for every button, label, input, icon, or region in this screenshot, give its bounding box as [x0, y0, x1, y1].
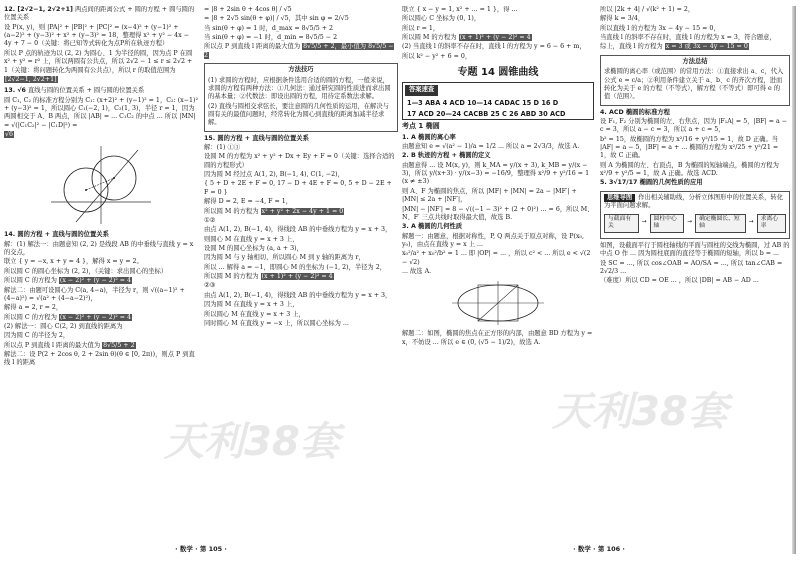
r-col1-line-3: 所以圆 M 的方程为: [402, 34, 457, 42]
q15-answer-2: (x + 1)² + (y − 2)² = 4: [261, 273, 333, 281]
r-col1-line-2: 所以 r = 1，: [402, 24, 440, 32]
q14-head: 14. 圆的方程 + 直线与圆的位置关系: [4, 231, 109, 239]
q15-line2-4: 因为圆 M 与 y 轴相切，所以圆心 M 到 y 轴的距离为 r，: [204, 254, 365, 262]
q15-line2-1: 由点 A(1, 2), B(−1, 4)，得线段 AB 的中垂线方程为 y = x + 3，: [204, 226, 392, 234]
left-page-footer: · 数学 · 第 105 ·: [175, 545, 227, 554]
r-col2-line-1: 解得 k = 3/4，: [600, 15, 645, 23]
q14-answer-3: 8√5/5 + 2: [103, 341, 135, 349]
q14-block: [4, 231, 198, 239]
answer-key-row: 1—3 ABA 4 ACD 10—14 CADAC 15 D 16 D: [407, 98, 559, 107]
q15-line-2: 因为圆 M 经过点 A(1, 2), B(−1, 4), C(1, −2)，: [204, 171, 344, 179]
r-col2-answer-top: x = 3 或 3x − 4y − 15 = 0: [665, 43, 748, 51]
q15-line2-2: 则圆心 M 在直线 y = x + 3 上，: [204, 235, 299, 243]
knowledge-point-1: 考点 1 椭圆: [402, 122, 440, 131]
r-col1-line-1: 所以圆心 C 坐标为 (0, 1)，: [402, 15, 481, 23]
r-q3-line-2: ... 故选 A.: [402, 268, 432, 276]
page-edge: [792, 6, 796, 554]
q15-line-1: 设圆 M 的方程为 x² + y² + Dx + Ey + F = 0（关键：选择合适的圆的方程形式）: [204, 153, 395, 169]
r-col1-line-0: 联立 { x − y = 1, x² + ... = 1 }，得 ...: [402, 6, 518, 13]
circle-intersection-figure: [46, 142, 156, 228]
r-q4-line-0: 设 F₁, F₂ 分别为椭圆的左、右焦点，因为 |F₁A| = 5，|BF| = a − c = 3，所以 a − c = 3，所以 a + c = 5，: [600, 117, 788, 134]
q14-line2-1: 解得 a = 2, r = 2，: [4, 304, 63, 312]
col2-line-4: 所以点 P 到直线 l 距离的最大值为: [204, 43, 301, 51]
method-summary-text: 求椭圆的离心率（或范围）的常用方法：①直接求出 a、c，代入公式 e = c/a；②利用条件建立关于 a、b、c 的齐次方程，进而转化为关于 e 的方程（不等式），解方程（不等式）即可得 e 的值（范围）。: [604, 68, 784, 101]
flow-node: 与截面有关: [604, 214, 639, 233]
q12-head: 12. [2√2−1, 2√2+1]: [4, 6, 73, 13]
q15-line-0: 解：(1) ①③: [204, 144, 241, 152]
method-tips-box: [204, 63, 398, 132]
method-summary-title: 方法总结: [682, 57, 708, 65]
q12-line-1: 设 P(x, y)，则 |PA|² + |PB|² + |PC|² = (x−4)² + (y−1)² + (a−2)² + (y−3)² + x² + (y−3)² = 18，整理得 x² + y² − 4x − 4y + 7 − 0（关键：将已知等式转化为点P所在轨迹方程）: [4, 23, 189, 48]
q14-line-1: 联立 { y = −x, x + y = 4 }，解得 x = y = 2。: [4, 258, 143, 266]
r-q2-line-1: 则 A、F 为椭圆的焦点，所以 |MF| + |MN| = 2a − |MF′| + |MN| ≤ 2a + |NF′|，: [402, 187, 577, 204]
q14-answer-1: (x − 2)² + (y − 2)² = 4: [59, 277, 132, 285]
watermark-logo: 天利38套: [164, 419, 340, 465]
q14-line2-0: 解法二：由题可设圆心为 C(a, 4−a)，半径为 r，则 √((a−1)² + (4−a)²) = √(a² + (4−a−2)²)，: [4, 286, 185, 302]
ellipse-square-figure: [448, 279, 548, 327]
q15-line3-2: 因为圆 M 在直线 y = x + 3 上，: [204, 301, 299, 309]
q15-line-5: 所以圆 M 的方程为: [204, 207, 259, 215]
r-q1-head: 1. A 椭圆的离心率: [402, 133, 456, 141]
q15-line2-6: 所以圆 M 的方程为: [204, 273, 259, 281]
q14-line3-0: (2) 解法一：圆心 C(2, 2) 到直线的距离为: [4, 322, 123, 330]
r-col1-mid-1: 所以 k² − y² + 6 = 0，: [402, 52, 472, 60]
q13-answer: √6: [5, 131, 14, 139]
r-q5-line-1: 设 SC = ..., 所以 cos∠OAB = AO/SA = ..., 所以 tan∠CAB = 2√2/3 ...: [600, 259, 783, 276]
watermark-logo: 天利38套: [552, 389, 728, 435]
arrow-right-icon: →: [641, 219, 647, 226]
thinking-map-box: [600, 191, 790, 239]
r-q3-line-1: x₀²/a² + x₀²/b² = 1 ... 即 |OP| = ... ，所以 c² < ... 所以 e < √(2 − √2): [402, 250, 591, 266]
answer-key-row: 17 ACD 20—24 CACBB 25 C 26 ABD 30 ACD: [407, 109, 566, 118]
r-q2-line-0: 由题意得 ... 设 M(x, y)，则 k_MA = y/(x + 3), k_MB = y/(x − 3)，所以 y/(x+3) · y/(x−3) = −16/9，整理得 x²/9 + y²/16 = 1 (x ≠ ±3): [402, 161, 590, 186]
arrow-right-icon: →: [687, 219, 693, 226]
method-tips-title: 方法技巧: [288, 66, 314, 74]
right-column-1: [402, 6, 594, 540]
flow-node: 确定椭圆长、短轴: [695, 214, 746, 233]
col2-line-3: 当 sin(θ + φ) = −1 时，d_min = 8√5/5 − 2: [204, 34, 338, 42]
q15-line-4: 解得 D = 2, E = −4, F = 1，: [204, 198, 293, 206]
q12-line-2: 所以 P 点的轨迹为以 (2, 2) 为圆心、1 为半径的圆，因为点 P 在圆 x² + y² = r² 上，所以两圆有公共点，所以 2√2 − 1 ≤ r ≤ 2√2 + 1（关键：将问题转化为两圆有公共点），所以 r 的取值范围为: [4, 49, 193, 74]
flow-node: 求离心率: [757, 214, 786, 233]
left-page: [4, 6, 398, 554]
q13-line-1: 圆 C₁, C₂ 的标准方程分别为 C₁: (x+2)² + (y−1)² = 1，C₂: (x−1)² + (y−3)² = 1，所以圆心 C₁(−2, 1)，C₂(1, 3)，半径 r = 1，因为两圆相交于 A、B 两点，所以 |AB| = ... C₁C₂ 的中点 ... 所以 |MN| = √(|C₁C₂|² − |C₁D|²) =: [4, 96, 198, 129]
col2-answer-top: 8√5/5 + 2，最小值为 8√5/5 − 2: [204, 43, 394, 59]
r-q4-head: 4. ACD 椭圆的标准方程: [600, 108, 670, 116]
q14-line-3: 所以圆 C 的方程为: [4, 277, 57, 285]
right-column-2: [600, 6, 790, 540]
r-q3-line-3: 解题二：如图，椭圆的焦点在正方形的内部，由题意 BD 方程为 y = x，不妨设 ... 所以 e ∈ (0, (√5 − 1)/2)，故选 A.: [402, 330, 593, 346]
q14-answer-2: (x − 2)² + (y − 2)² = 4: [59, 313, 132, 321]
answer-key-label: 答案速查: [405, 85, 438, 95]
r-col2-line-2: 所以直线 l 的方程为 3x − 4y − 15 = 0，: [600, 24, 720, 32]
q15-answer-1: x² + y² + 2x − 4y + 1 = 0: [261, 207, 344, 215]
method-tips-item-1: (2) 直线与圆相交求弦长，要注意圆的几何性质的运用，在解决与圆有关的最值问题时，经常转化为圆心到直线的距离加减半径求解。: [208, 102, 389, 127]
r-q2-head: 2. B 轨迹的方程 + 椭圆的定义: [402, 152, 491, 160]
flow-node: 圆柱中心轴: [650, 214, 685, 233]
r-col1-answer-top: (x + 1)² + (y − 2)² = 4: [459, 34, 531, 42]
q15-line3-0: ②③: [204, 282, 216, 290]
q14-line-2: 所以圆 C 的圆心坐标为 (2, 2)，（关键：求出圆心的坐标）: [4, 267, 168, 275]
r-col2-line-0: 所以 |2k + 4| / √(k² + 1) = 2，: [600, 6, 695, 13]
r-q3-head: 3. A 椭圆的几何性质: [402, 223, 463, 231]
q14-line3-3: 解法二：设 P(2 + 2cos θ, 2 + 2sin θ)(θ ∈ [0, 2π))，则点 P 到直线 l 的距离: [4, 351, 195, 367]
r-q3-line-0: 解题一：由题意，根据对称性，P, Q 两点关于原点对称，设 P(x₀, y₀)，由点在直线 y = x 上 ...: [402, 232, 585, 248]
q13-block: [4, 87, 198, 95]
q12-answer: [2√2−1, 2√2+1]: [5, 75, 57, 83]
q14-line3-1: 因为圆 C 的半径为 2，: [4, 332, 70, 340]
right-page-footer: · 数学 · 第 106 ·: [573, 545, 625, 554]
thinking-map-label: 思维导图: [604, 194, 635, 202]
r-col1-mid-0: (2) 当直线 l 的斜率不存在时，直线 l 的方程为 y = 6 − 6 + m，: [402, 43, 586, 51]
r-col2-line-4: 综上，直线 l 的方程为: [600, 43, 663, 51]
q12-line-0: 两点间的距离公式 + 圆的方程 + 圆与圆的位置关系: [4, 6, 195, 22]
q15-head: 15. 圆的方程 + 直线与圆的位置关系: [204, 134, 309, 142]
q14-line2-2: 所以圆 C 的方程为: [4, 313, 57, 321]
method-tips-item-0: (1) 求圆的方程时，应根据条件选用合适的圆的方程，一般来说，求圆的方程有两种方法：①几何法：通过研究圆的性质进而求出圆的基本量；②代数法：即设出圆的方程，用待定系数法求解。: [208, 76, 391, 101]
thinking-map-text: 作出相关辅助线，分析立体图形中的位置关系，转化为平面问题求解。: [604, 193, 784, 210]
right-page: [402, 6, 796, 554]
q15-line-3: { 5 + D + 2E + F = 0, 17 − D + 4E + F = 0, 5 + D − 2E + F = 0 }: [204, 180, 392, 196]
r-q5-line-2: （难度）所以 CD = OE ... ，所以 |DB| = AB − AD ...: [600, 277, 759, 285]
q15-line3-1: 由点 A(1, 2), B(−1, 4)，得线段 AB 的中垂线方程为 y = x + 3，: [204, 291, 392, 299]
q14-line-0: 解：(1) 解法一：由题意知 (2, 2) 是线段 AB 的中垂线与直线 y = x 的交点，: [4, 240, 194, 257]
col2-line-0: = |8 + 2sin θ + 4cos θ| / √5: [204, 6, 292, 13]
q15-line2-3: 设圆 M 的圆心坐标为 (a, a + 3)，: [204, 244, 303, 252]
arrow-right-icon: →: [748, 219, 754, 226]
r-q4-line-2: 则 A 为椭圆的左、右顶点，B 为椭圆的短轴端点，椭圆的方程为 x²/9 + y²/5 = 1，故 A 正确。故选 ACD.: [600, 161, 779, 178]
left-column-2: [204, 6, 398, 540]
answer-key-box: [402, 82, 594, 120]
q13-head: 13. √6: [4, 87, 26, 95]
r-q1-line-0: 由题意知 e = √(a² − 1)/a = 1/2 ... 所以 a = 2√3/3，故选 A.: [402, 143, 580, 150]
r-q5-head: 5. 3√17/17 椭圆的几何性质的应用: [600, 179, 703, 187]
left-column-1: [4, 6, 198, 540]
q15-line3-4: 同时圆心 M 在直线 y = −x 上，所以圆心坐标为 ...: [204, 319, 349, 327]
q15-block: [204, 135, 398, 143]
r-q5-line-0: 如图，设截面平行于圆柱轴线的平面与圆柱的交线为椭圆，过 AB 的中点 O 作 ... 因为圆柱底面的直径等于椭圆的短轴，所以 b = ...: [600, 241, 790, 258]
col2-line-2: 当 sin(θ + φ) = 1 时，d_max = 8√5/5 + 2: [204, 24, 334, 32]
topic-title: 专题 14 圆锥曲线: [457, 67, 539, 79]
r-col2-line-3: 当直线 l 的斜率不存在时，直线 l 的方程为 x = 3，符合题意，: [600, 34, 776, 42]
r-q2-line-2: |MN| − |NF′| = 8 − √((−1 − 3)² + (2 + 0)²) ... = 6，所以 M、N、F′ 三点共线时取得最大值，故选 B.: [402, 205, 594, 221]
q15-line2-0: ①②: [204, 216, 216, 224]
thinking-flow: [604, 214, 786, 233]
q15-line2-5: 所以 ... 解得 a = −1，即圆心 M 的坐标为 (−1, 2)，半径为 2，: [204, 263, 387, 271]
q12-block: [4, 6, 198, 23]
q14-line3-2: 所以点 P 到直线 l 距离的最大值为: [4, 341, 101, 349]
r-q4-line-1: b² = 15，故椭圆的方程为 x²/16 + y²/15 = 1，故 D 正确。当 |AF| = a − 5，|BF| = a + ... 椭圆的方程为 x²/25 + y²/21 = 1，故 C 正确。: [600, 135, 779, 160]
col2-line-1: = |8 + 2√5 sin(θ + φ)| / √5，其中 sin φ = 2/√5: [204, 15, 349, 23]
method-summary-box: [600, 55, 790, 106]
q13-line-0: 直线与圆的位置关系 + 圆与圆的位置关系: [27, 87, 145, 95]
q15-line3-3: 所以圆心 M 在直线 y = x + 3 上，: [204, 310, 305, 318]
